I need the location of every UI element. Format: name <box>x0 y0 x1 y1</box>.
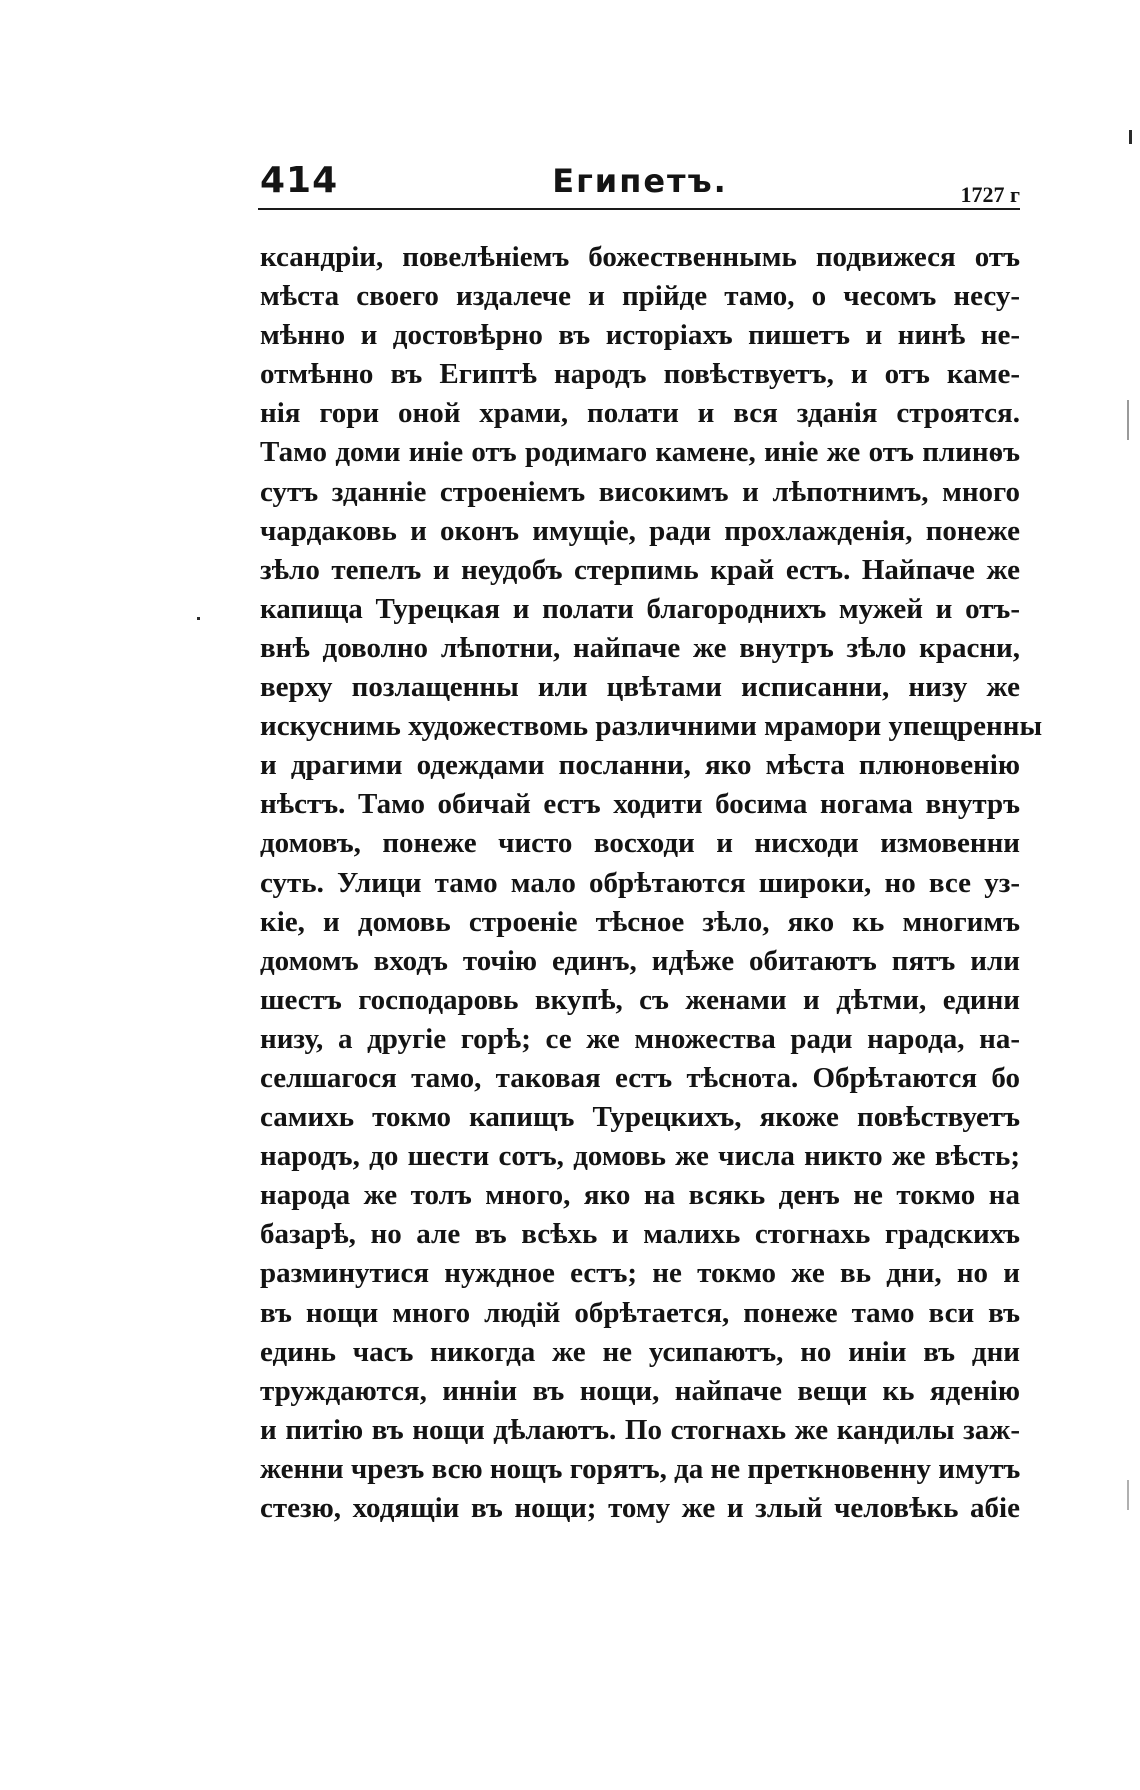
text-line: мѣнно и достовѣрно въ исторіахъ пишетъ и нинѣ не- <box>260 319 1020 352</box>
text-line: нѣстъ. Тамо обичай естъ ходити босима ногама внутръ <box>260 788 1020 821</box>
text-line: труждаются, инніи въ нощи, найпаче вещи кь яденію <box>260 1374 1020 1407</box>
text-line: внѣ доволно лѣпотни, найпаче же внутръ зѣло красни, <box>260 631 1020 664</box>
text-line: домовъ, понеже чисто восходи и нисходи измовенни <box>260 827 1020 860</box>
text-line: чардаковь и оконъ имущіе, ради прохлажденія, понеже <box>260 514 1020 547</box>
text-line: и питію въ нощи дѣлаютъ. По стогнахь же кандилы заж- <box>260 1413 1020 1446</box>
text-line: суть. Улици тамо мало обрѣтаются широки, но все уз- <box>260 866 1020 899</box>
page-header <box>260 160 1020 212</box>
margin-speck <box>1127 1480 1129 1510</box>
text-line: женни чрезъ всю нощъ горятъ, да не преткновенну имутъ <box>260 1452 1021 1485</box>
margin-speck <box>1129 130 1132 144</box>
text-line: единь часъ никогда же не усипаютъ, но иніи въ дни <box>260 1335 1020 1368</box>
text-line: селшагося тамо, таковая естъ тѣснота. Обрѣтаются бо <box>260 1061 1020 1094</box>
margin-speck <box>197 617 200 620</box>
text-line: домомъ входъ точію единъ, идѣже обитаютъ пятъ или <box>260 944 1020 977</box>
text-line: стезю, ходящіи въ нощи; тому же и злый человѣкь абіе <box>260 1492 1020 1524</box>
text-line: капища Турецкая и полати благороднихъ мужей и отъ- <box>260 592 1020 625</box>
text-line: зѣло тепелъ и неудобъ стерпимь край естъ. Найпаче же <box>260 553 1020 586</box>
text-line: самихь токмо капищъ Турецкихъ, якоже повѣствуетъ <box>260 1101 1020 1134</box>
text-line: мѣста своего издалече и прійде тамо, о чесомъ несу- <box>260 280 1020 313</box>
text-line: и драгими одеждами посланни, яко мѣста плюновенію <box>260 749 1020 782</box>
text-line: базарѣ, но але въ всѣхь и малихь стогнахь градскихъ <box>260 1218 1020 1251</box>
text-line: ксандріи, повелѣніемъ божественнымь подвижеся отъ <box>260 241 1020 273</box>
year-label: 1727 г <box>960 182 1020 207</box>
margin-speck <box>1127 400 1129 440</box>
text-line: кіе, и домовь строеніе тѣсное зѣло, яко кь многимъ <box>260 905 1020 938</box>
header-rule <box>258 208 1020 210</box>
text-line: народъ, до шести сотъ, домовь же числа никто же вѣсть; <box>260 1140 1020 1173</box>
text-line: въ нощи много людій обрѣтается, понеже тамо вси въ <box>260 1296 1020 1329</box>
running-title: Египетъ. <box>552 162 728 200</box>
body-text <box>260 238 1043 1528</box>
text-line: разминутися нуждное естъ; не токмо же вь дни, но и <box>260 1257 1020 1290</box>
text-line: нія гори оной храми, полати и вся зданія строятся. <box>260 397 1020 430</box>
page-number: 414 <box>260 160 339 201</box>
text-line: народа же толъ много, яко на всякь денъ не токмо на <box>260 1179 1020 1212</box>
text-line: шестъ господаровь вкупѣ, съ женами и дѣтми, едини <box>260 983 1020 1016</box>
text-line: искуснимь художествомь различними мрамори упещренны <box>260 710 1043 743</box>
text-line: низу, а другіе горѣ; се же множества ради народа, на- <box>260 1022 1020 1055</box>
text-line: сутъ зданніе строеніемъ високимъ и лѣпотнимъ, много <box>260 475 1020 508</box>
text-line: отмѣнно въ Египтѣ народъ повѣствуетъ, и отъ каме- <box>260 358 1020 391</box>
text-line: верху позлащенны или цвѣтами исписанни, низу же <box>260 671 1020 704</box>
text-line: Тамо доми иніе отъ родимаго камене, иніе же отъ плинѳъ <box>260 436 1020 469</box>
